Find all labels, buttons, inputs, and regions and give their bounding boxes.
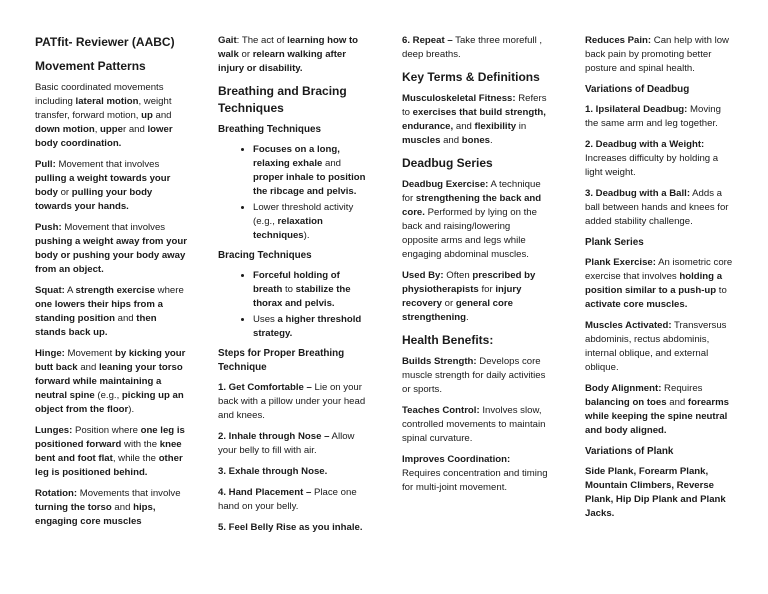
column-2 — [218, 34, 368, 542]
bold-text: a higher threshold strategy. — [253, 314, 362, 339]
health-benefit — [402, 355, 548, 397]
bold-text: Forceful holding of breath — [253, 270, 340, 295]
text-run: Allow your belly to fill with air. — [218, 431, 355, 456]
movement-item — [35, 221, 187, 277]
bold-text: relearn walking after injury or disability. — [218, 49, 346, 74]
bold-text: picking up an object from the floor — [35, 390, 184, 415]
bold-text: Focuses on a long, relaxing exhale — [253, 144, 340, 169]
deadbug-items — [402, 178, 548, 325]
bold-text: bones — [461, 135, 491, 146]
bold-text: proper inhale to position the ribcage and pelvis. — [253, 172, 366, 197]
text-run: Increases difficulty by holding a light weight. — [585, 153, 719, 178]
bold-text: Lunges: — [35, 425, 73, 436]
bold-text: holding a position similar to a push-up — [585, 271, 723, 296]
deadbug-variation — [585, 103, 735, 131]
bracing-bullet — [253, 313, 368, 341]
column-4 — [585, 34, 735, 528]
key-term — [402, 92, 548, 148]
movement-items — [35, 158, 187, 529]
text-run: Take three morefull , deep breaths. — [402, 35, 543, 60]
breathing-bullet — [253, 143, 368, 199]
deadbug-variation — [585, 138, 735, 180]
bold-text: Muscles Activated: — [585, 320, 672, 331]
column-3 — [402, 34, 548, 502]
bold-text: turning the torso — [35, 502, 112, 513]
movement-item — [35, 424, 187, 480]
document-title: PATfit- Reviewer (AABC) — [35, 35, 175, 49]
gait-definition — [218, 34, 368, 76]
bold-text: injury recovery — [402, 284, 522, 309]
text-run: and — [453, 121, 475, 132]
plank-item — [585, 256, 735, 312]
text-run: r and — [122, 124, 148, 135]
bold-text: Improves Coordination: — [402, 454, 511, 465]
text-run: in — [516, 121, 527, 132]
bold-text: Musculoskeletal Fitness: — [402, 93, 516, 104]
bold-text: 3. Exhale through Nose. — [218, 466, 328, 477]
text-run: and — [152, 110, 172, 121]
key-terms — [402, 92, 548, 148]
bold-text: learning how to walk — [218, 35, 359, 60]
deadbug-item — [402, 269, 548, 325]
text-run: . — [490, 135, 493, 146]
breathing-step — [218, 486, 368, 514]
bold-text: muscles — [402, 135, 441, 146]
bold-text: Squat: — [35, 285, 65, 296]
bold-text: forearms while keeping the spine neutral and body aligned. — [585, 397, 729, 436]
text-run: for — [478, 284, 496, 295]
deadbug-variation — [585, 187, 735, 229]
text-run: Lie on your back with a pillow under your head and knees. — [218, 382, 366, 421]
column-1 — [35, 34, 187, 536]
variations-deadbug-heading: Variations of Deadbug — [585, 84, 690, 95]
deadbug-variations — [585, 103, 735, 229]
bold-text: 4. Hand Placement – — [218, 487, 312, 498]
key-terms-heading: Key Terms & Definitions — [402, 70, 540, 84]
bold-text: exercises that build strength, endurance, — [402, 107, 546, 132]
bold-text: Push: — [35, 222, 62, 233]
bold-text: prescribed by physiotherapists — [402, 270, 536, 295]
bold-text: by kicking your butt back — [35, 348, 186, 373]
text-run: and — [77, 362, 99, 373]
health-benefits — [402, 355, 548, 495]
bold-text: stabilize the thorax and pelvis. — [253, 284, 351, 309]
bold-text: 1. Get Comfortable – — [218, 382, 312, 393]
plank-variations — [585, 465, 735, 521]
bold-text: strength exercise — [75, 285, 155, 296]
bold-text: uppe — [100, 124, 123, 135]
bold-text: Hinge: — [35, 348, 65, 359]
bold-text: Used By: — [402, 270, 444, 281]
plank-item — [585, 382, 735, 438]
bold-text: Deadbug Exercise: — [402, 179, 489, 190]
breathing-step — [218, 521, 368, 535]
bold-text: up — [141, 110, 153, 121]
text-run: and — [322, 158, 342, 169]
text-run: Moving the same arm and leg together. — [585, 104, 721, 129]
text-run: or — [238, 49, 253, 60]
movement-item — [35, 284, 187, 340]
bold-text: 3. Deadbug with a Ball: — [585, 188, 691, 199]
bold-text: Rotation: — [35, 488, 78, 499]
text-run: Performed by lying on the back and raising/lowering opposite arms and legs while engaging abdominal muscles. — [402, 207, 537, 260]
step-6 — [402, 34, 548, 62]
bold-text: hips, engaging core muscles — [35, 502, 156, 527]
bold-text: down motion — [35, 124, 95, 135]
health-benefits-heading: Health Benefits: — [402, 333, 494, 347]
movement-item — [35, 158, 187, 214]
breathing-step — [218, 430, 368, 458]
deadbug-item — [402, 178, 548, 262]
bold-text: Builds Strength: — [402, 356, 477, 367]
text-run: Transversus abdominis, rectus abdominis, internal oblique, and external oblique. — [585, 320, 727, 373]
text-run: Movements that involve — [77, 488, 181, 499]
bold-text: 2. Deadbug with a Weight: — [585, 139, 705, 150]
plank-items — [585, 256, 735, 438]
breathing-step — [218, 465, 368, 479]
text-run: and — [114, 313, 137, 324]
breathing-bracing-heading: Breathing and Bracing Techniques — [218, 84, 347, 115]
text-run: Uses — [253, 314, 278, 325]
bold-text: leaning your torso forward while maintaining a neutral spine — [35, 362, 183, 401]
bold-text: Teaches Control: — [402, 405, 480, 416]
breathing-bullet — [253, 201, 368, 243]
text-run: Basic coordinated movements including — [35, 82, 164, 107]
bold-text: one leg is positioned forward — [35, 425, 185, 450]
bold-text: knee bent and foot flat — [35, 439, 182, 464]
text-run: Position where — [72, 425, 141, 436]
bold-text: Gait — [218, 35, 237, 46]
text-run: or — [442, 298, 456, 309]
text-run: A technique for — [402, 179, 541, 204]
text-run: , — [94, 124, 101, 135]
bold-text: pushing a weight away from your body or pushing your body away from an object. — [35, 236, 187, 275]
text-run: to — [282, 284, 296, 295]
health-benefit — [402, 453, 548, 495]
bold-text: Side Plank, Forearm Plank, Mountain Climbers, Reverse Plank, Hip Dip Plank and Plank Jacks. — [585, 466, 726, 519]
text-run: with the — [121, 439, 160, 450]
bracing-bullet — [253, 269, 368, 311]
text-run: Develops core muscle strength for daily activities or sports. — [402, 356, 546, 395]
bold-text: Reduces Pain: — [585, 35, 652, 46]
bold-text: flexibility — [474, 121, 517, 132]
bold-text: 6. Repeat – — [402, 35, 453, 46]
text-run: Involves slow, controlled movements to maintain spinal curvature. — [402, 405, 546, 444]
plank-item — [585, 319, 735, 375]
variations-plank-heading: Variations of Plank — [585, 446, 674, 457]
bold-text: activate core muscles. — [585, 299, 688, 310]
text-run: and — [111, 502, 134, 513]
text-run: and — [440, 135, 462, 146]
text-run: or — [57, 187, 72, 198]
bold-text: 5. Feel Belly Rise as you inhale. — [218, 522, 363, 533]
text-run: . — [465, 312, 469, 323]
bold-text: then stands back up. — [35, 313, 157, 338]
text-run: (e.g., — [94, 390, 122, 401]
text-run: and — [666, 397, 688, 408]
bracing-techniques-heading: Bracing Techniques — [218, 250, 312, 261]
bold-text: Plank Exercise: — [585, 257, 656, 268]
text-run: Requires — [661, 383, 703, 394]
bold-text: one lowers their hips from a standing position — [35, 299, 163, 324]
text-run: Adds a ball between hands and knees for added stability challenge. — [585, 188, 729, 227]
movement-patterns-intro — [35, 81, 187, 151]
text-run: Place one hand on your belly. — [218, 487, 357, 512]
bold-text: 2. Inhale through Nose – — [218, 431, 330, 442]
text-run: , while the — [112, 453, 159, 464]
bold-text: relaxation techniques — [253, 216, 323, 241]
bold-text: strengthening the back and core. — [402, 193, 542, 218]
text-run: : The act of — [236, 35, 288, 46]
bold-text: lateral motion — [75, 96, 139, 107]
breathing-techniques-heading: Breathing Techniques — [218, 124, 321, 135]
text-run: Can help with low back pain by promoting better posture and spinal health. — [585, 35, 729, 74]
text-run: Refers to — [402, 93, 547, 118]
bold-text: lower body coordination. — [35, 124, 173, 149]
bold-text: general core strengthening — [402, 298, 513, 323]
text-run: ). — [303, 230, 310, 241]
text-run: Movement that involves — [61, 222, 166, 233]
bold-text: balancing on toes — [585, 397, 667, 408]
breathing-steps — [218, 381, 368, 535]
bold-text: Pull: — [35, 159, 56, 170]
text-run: A — [64, 285, 76, 296]
text-run: Lower threshold activity (e.g., — [253, 202, 354, 227]
movement-patterns-heading: Movement Patterns — [35, 59, 146, 73]
text-run: Requires concentration and timing for multi-joint movement. — [402, 468, 548, 493]
text-run: Movement — [64, 348, 115, 359]
text-run: ). — [128, 404, 135, 415]
movement-item — [35, 487, 187, 529]
bold-text: other leg is positioned behind. — [35, 453, 183, 478]
reduces-pain — [585, 34, 735, 76]
text-run: Movement that involves — [55, 159, 160, 170]
steps-heading: Steps for Proper Breathing Technique — [218, 348, 345, 373]
bracing-bullets — [218, 269, 368, 341]
bold-text: pulling your body towards your hands. — [35, 187, 153, 212]
bold-text: pulling a weight towards your body — [35, 173, 171, 198]
bold-text: 1. Ipsilateral Deadbug: — [585, 104, 688, 115]
movement-item — [35, 347, 187, 417]
health-benefit — [402, 404, 548, 446]
plank-series-heading: Plank Series — [585, 237, 644, 248]
text-run: where — [154, 285, 184, 296]
text-run: An isometric core exercise that involves — [585, 257, 733, 282]
breathing-step — [218, 381, 368, 423]
text-run: to — [716, 285, 727, 296]
text-run: , weight transfer, forward motion, — [35, 96, 172, 121]
text-run: Often — [443, 270, 473, 281]
deadbug-series-heading: Deadbug Series — [402, 156, 493, 170]
bold-text: Body Alignment: — [585, 383, 662, 394]
breathing-bullets — [218, 143, 368, 243]
